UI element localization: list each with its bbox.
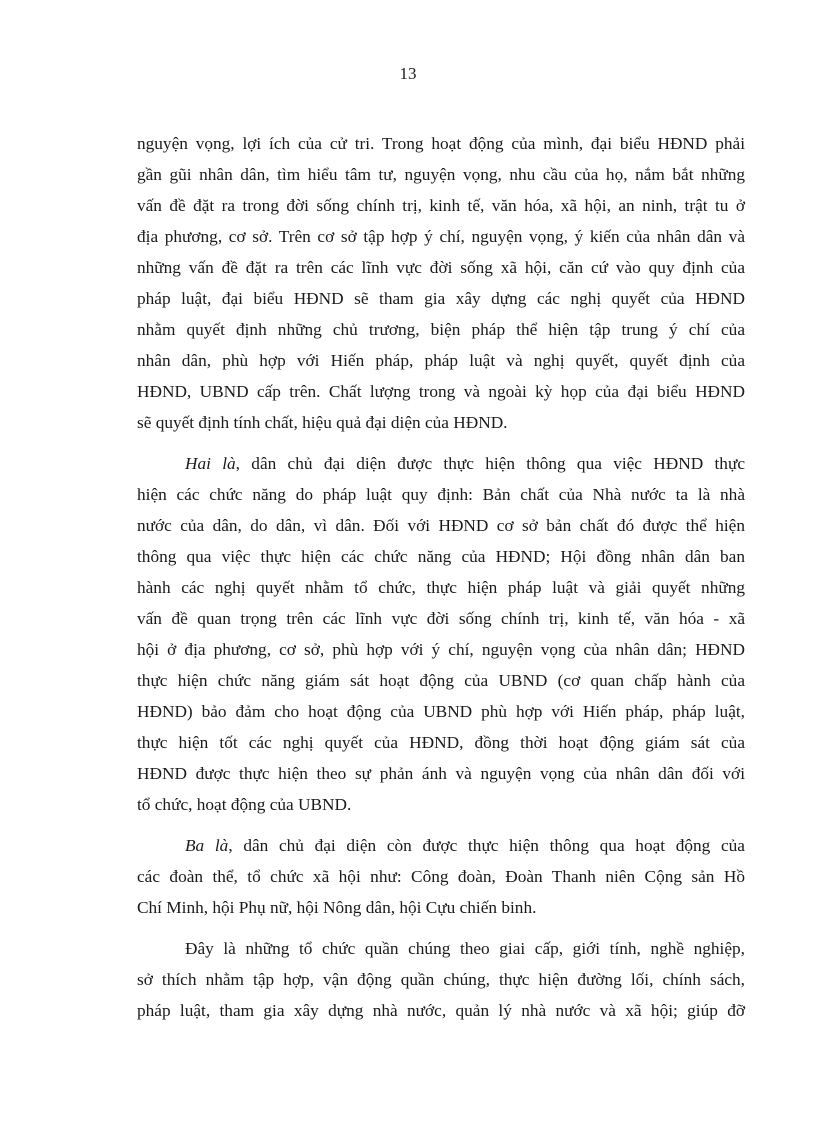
text-line: sẽ quyết định tính chất, hiệu quả đại diện của HĐND. bbox=[137, 413, 508, 432]
text-line: HĐND được thực hiện theo sự phản ánh và nguyện vọng của nhân dân đối với bbox=[137, 764, 745, 783]
text-line: nước của dân, do dân, vì dân. Đối với HĐND cơ sở bản chất đó được thể hiện bbox=[137, 516, 745, 535]
paragraph-1 bbox=[137, 128, 745, 438]
text-line: hội ở địa phương, cơ sở, phù hợp với ý chí, nguyện vọng của nhân dân; HĐND bbox=[137, 640, 745, 659]
text-line: vấn đề đặt ra trong đời sống chính trị, kinh tế, văn hóa, xã hội, an ninh, trật tu ở bbox=[137, 196, 745, 215]
text-line: vấn đề quan trọng trên các lĩnh vực đời sống chính trị, kinh tế, văn hóa - xã bbox=[137, 609, 745, 628]
text-line: tổ chức, hoạt động của UBND. bbox=[137, 795, 352, 814]
paragraph-4 bbox=[137, 933, 745, 1026]
text-line: nguyện vọng, lợi ích của cử tri. Trong hoạt động của mình, đại biểu HĐND phải bbox=[137, 134, 745, 153]
text-fragment: , dân chủ đại diện được thực hiện thông qua việc HĐND thực bbox=[235, 454, 745, 473]
text-line: Chí Minh, hội Phụ nữ, hội Nông dân, hội Cựu chiến binh. bbox=[137, 898, 537, 917]
paragraph-lead: Hai là bbox=[185, 454, 236, 473]
text-line: HĐND, UBND cấp trên. Chất lượng trong và ngoài kỳ họp của đại biểu HĐND bbox=[137, 382, 745, 401]
text-line: thực hiện chức năng giám sát hoạt động của UBND (cơ quan chấp hành của bbox=[137, 671, 745, 690]
page-number: 13 bbox=[399, 64, 417, 83]
text-line: thực hiện tốt các nghị quyết của HĐND, đồng thời hoạt động giám sát của bbox=[137, 733, 745, 752]
paragraph-3 bbox=[137, 830, 745, 923]
paragraph-lead: Ba là bbox=[185, 836, 229, 855]
text-fragment: , dân chủ đại diện còn được thực hiện thông qua hoạt động của bbox=[228, 836, 745, 855]
text-line: địa phương, cơ sở. Trên cơ sở tập hợp ý chí, nguyện vọng, ý kiến của nhân dân và bbox=[137, 227, 745, 246]
text-line: gần gũi nhân dân, tìm hiểu tâm tư, nguyện vọng, nhu cầu của họ, nắm bắt những bbox=[137, 165, 745, 184]
text-line: pháp luật, tham gia xây dựng nhà nước, quản lý nhà nước và xã hội; giúp đỡ bbox=[137, 1001, 745, 1020]
text-line: HĐND) bảo đảm cho hoạt động của UBND phù hợp với Hiến pháp, pháp luật, bbox=[137, 702, 745, 721]
text-line: những vấn đề đặt ra trên các lĩnh vực đời sống xã hội, căn cứ vào quy định của bbox=[137, 258, 745, 277]
text-line: nhân dân, phù hợp với Hiến pháp, pháp luật và nghị quyết, quyết định của bbox=[137, 351, 745, 370]
text-line: pháp luật, đại biểu HĐND sẽ tham gia xây dựng các nghị quyết của HĐND bbox=[137, 289, 745, 308]
body-text bbox=[137, 128, 745, 1036]
text-line: hành các nghị quyết nhằm tổ chức, thực hiện pháp luật và giải quyết những bbox=[137, 578, 745, 597]
paragraph-2 bbox=[137, 448, 745, 820]
text-line bbox=[137, 448, 745, 479]
text-line: nhằm quyết định những chủ trương, biện pháp thể hiện tập trung ý chí của bbox=[137, 320, 745, 339]
text-line: hiện các chức năng do pháp luật quy định: Bản chất của Nhà nước ta là nhà bbox=[137, 485, 745, 504]
text-line: Đây là những tổ chức quần chúng theo giai cấp, giới tính, nghề nghiệp, bbox=[185, 939, 745, 958]
text-line: các đoàn thể, tổ chức xã hội như: Công đoàn, Đoàn Thanh niên Cộng sản Hồ bbox=[137, 867, 745, 886]
text-line: sở thích nhằm tập hợp, vận động quần chúng, thực hiện đường lối, chính sách, bbox=[137, 970, 745, 989]
text-line bbox=[137, 830, 745, 861]
text-line: thông qua việc thực hiện các chức năng của HĐND; Hội đồng nhân dân ban bbox=[137, 547, 745, 566]
